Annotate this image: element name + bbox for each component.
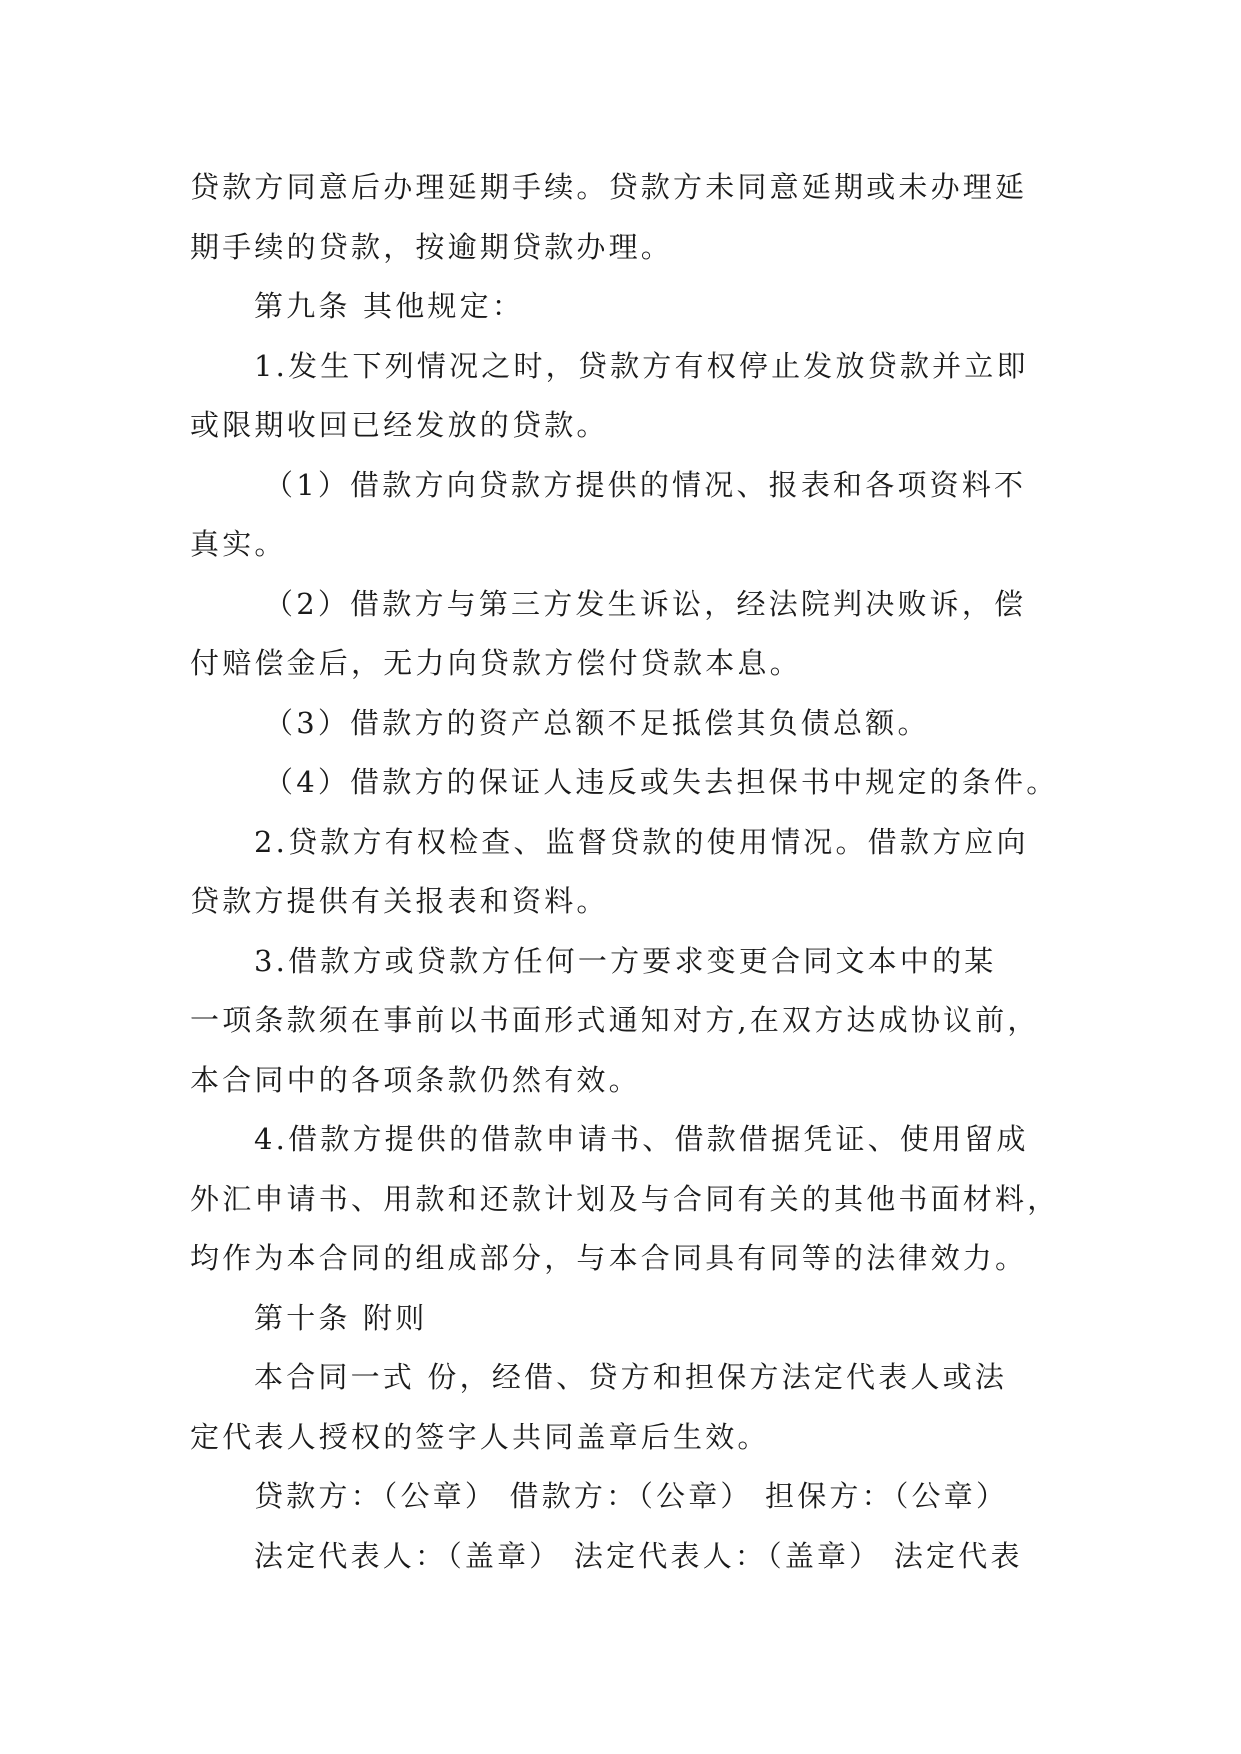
text-line: 本合同中的各项条款仍然有效。 xyxy=(190,1062,641,1097)
text-line: 期手续的贷款，按逾期贷款办理。 xyxy=(190,229,674,264)
text-line: 2.贷款方有权检查、监督贷款的使用情况。借款方应向 xyxy=(254,824,1029,859)
signature-line-representatives: 法定代表人：（盖章） 法定代表人：（盖章） 法定代表 xyxy=(254,1538,1023,1573)
text-line: 外汇申请书、用款和还款计划及与合同有关的其他书面材料， xyxy=(190,1181,1060,1216)
signature-line-seals: 贷款方：（公章） 借款方：（公章） 担保方：（公章） xyxy=(254,1479,1009,1513)
text-line: 1.发生下列情况之时，贷款方有权停止发放贷款并立即 xyxy=(254,348,1029,383)
text-line: （2）借款方与第三方发生诉讼，经法院判决败诉，偿 xyxy=(264,586,1027,621)
text-line: （3）借款方的资产总额不足抵偿其负债总额。 xyxy=(264,705,930,740)
text-line: 均作为本合同的组成部分，与本合同具有同等的法律效力。 xyxy=(190,1241,1028,1275)
text-line: 一项条款须在事前以书面形式通知对方,在双方达成协议前， xyxy=(190,1003,1040,1037)
text-line: 3.借款方或贷款方任何一方要求变更合同文本中的某 xyxy=(254,943,997,978)
article-10-heading: 第十条 附则 xyxy=(254,1300,428,1335)
text-line: 或限期收回已经发放的贷款。 xyxy=(190,408,609,442)
article-9-heading: 第九条 其他规定： xyxy=(254,289,525,323)
text-line: 本合同一式 份，经借、贷方和担保方法定代表人或法 xyxy=(254,1360,1008,1394)
text-line: 4.借款方提供的借款申请书、借款借据凭证、使用留成 xyxy=(254,1122,1029,1156)
text-line: （1）借款方向贷款方提供的情况、报表和各项资料不 xyxy=(264,467,1027,502)
text-line: 定代表人授权的签字人共同盖章后生效。 xyxy=(190,1419,770,1454)
text-line: （4）借款方的保证人违反或失去担保书中规定的条件。 xyxy=(264,765,1059,799)
text-line: 贷款方同意后办理延期手续。贷款方未同意延期或未办理延 xyxy=(190,170,1028,204)
text-line: 真实。 xyxy=(190,527,287,561)
text-line: 贷款方提供有关报表和资料。 xyxy=(190,884,609,918)
text-line: 付赔偿金后，无力向贷款方偿付贷款本息。 xyxy=(190,646,802,680)
document-body xyxy=(190,158,1060,1586)
